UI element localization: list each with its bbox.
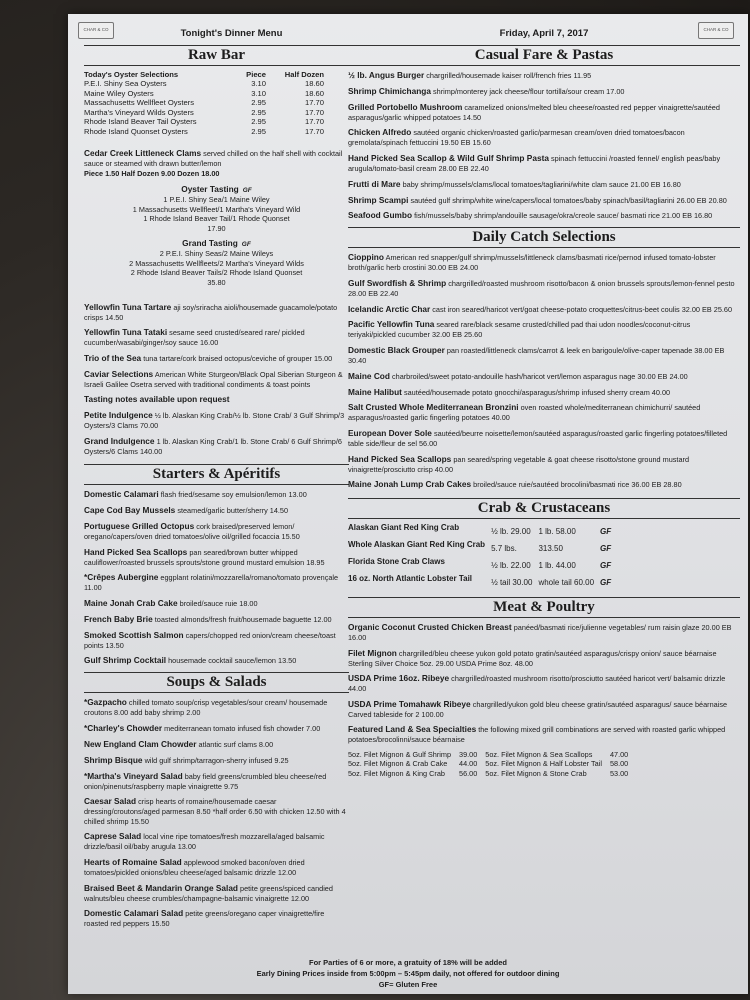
clams-item <box>84 148 349 178</box>
item-name: Maine Cod <box>348 370 390 381</box>
item-name: Yellowfin Tuna Tataki <box>84 327 168 338</box>
item-desc: baby shrimp/mussels/clams/local tomatoes/tagliarini/white clam sauce 21.00 EB 16.80 <box>402 179 681 189</box>
footer-early-dining: Early Dining Prices inside from 5:00pm – 5:45pm daily, not offered for outdoor dining <box>256 968 560 978</box>
meat-heading: Meat & Poultry <box>348 597 740 618</box>
land-sea-desc: the following mixed grill combinations are served with roasted garlic whipped potatoes/brocolinni/sauce béarnaise <box>348 725 726 745</box>
menu-item <box>348 699 740 720</box>
item-desc: mediterranean tomato infused fish chowder 7.00 <box>164 723 321 733</box>
oyster-name: P.E.I. Shiny Sea Oysters <box>84 79 167 89</box>
menu-item <box>84 655 349 666</box>
oyster-tasting-price: 17.90 <box>207 224 226 234</box>
item-desc: shrimp/monterey jack cheese/flour tortilla/sour cream 17.00 <box>433 86 625 96</box>
catch-items <box>348 252 740 490</box>
item-name: Frutti di Mare <box>348 178 401 189</box>
item-name: Shrimp Chimichanga <box>348 85 431 96</box>
crab-row <box>348 523 617 540</box>
menu-item <box>84 302 349 323</box>
item-name: *Charley's Chowder <box>84 722 163 733</box>
menu-item <box>348 479 740 490</box>
crab-price-1: 5.7 lbs. <box>491 544 517 554</box>
oyster-tasting-name: Oyster Tasting <box>181 183 239 194</box>
grand-tasting-line: 2 Massachusetts Wellfleets/2 Martha's Vineyard Wilds <box>129 258 304 268</box>
crab-price-2: 1 lb. 44.00 <box>538 561 576 571</box>
item-desc: spinach fettuccini /roasted fennel/ english peas/baby arugula/tomato-basil cream 28.00 EB 22.40 <box>348 154 721 173</box>
half-dozen-header: Half Dozen <box>284 70 324 79</box>
crab-name: Alaskan Giant Red King Crab <box>348 523 460 533</box>
item-name: Caprese Salad <box>84 831 142 842</box>
item-name: Yellowfin Tuna Tartare <box>84 301 172 312</box>
item-name: Shrimp Bisque <box>84 754 143 765</box>
item-desc: wild gulf shrimp/tarragon-sherry infused 9.25 <box>144 755 289 765</box>
crab-row <box>348 557 617 574</box>
menu-item <box>348 278 740 299</box>
menu-item <box>84 771 349 792</box>
item-desc: tuna tartare/cork braised octopus/ceviche of grouper 15.00 <box>143 353 333 363</box>
combo-a-price: 39.00 <box>459 749 478 759</box>
item-name: Caesar Salad <box>84 796 137 807</box>
item-desc: ½ lb. Alaskan King Crab/½ lb. Stone Crab/ 3 Gulf Shrimp/3 Oysters/3 Clams 70.00 <box>84 411 345 431</box>
combo-b-name: 5oz. Filet Mignon & Half Lobster Tail <box>485 759 602 769</box>
item-name: Grilled Portobello Mushroom <box>348 101 463 112</box>
menu-item <box>84 857 349 878</box>
menu-item <box>84 353 349 364</box>
clams-name: Cedar Creek Littleneck Clams <box>84 148 202 159</box>
menu-item <box>348 371 740 382</box>
item-desc: chargrilled/roasted mushroom risotto/prosciutto sautéed haricot vert/ balsamic drizzle 44.00 <box>348 674 726 694</box>
crab-heading: Crab & Crustaceans <box>348 498 740 519</box>
combo-b-price: 53.00 <box>609 768 629 778</box>
item-desc: American White Sturgeon/Black Opal Siberian Sturgeon & Israeli Galilee Osetra served with traditional condiments & toast points <box>84 369 343 389</box>
item-name: Braised Beet & Mandarin Orange Salad <box>84 882 238 893</box>
combo-b-name: 5oz. Filet Mignon & Stone Crab <box>485 768 587 778</box>
menu-item <box>84 598 349 609</box>
grand-tasting: Grand Tasting GF 2 P.E.I. Shiny Seas/2 Maine Wileys 2 Massachusetts Wellfleets/2 Martha's Vineyard Wilds 2 Rhode Island Beaver Tails/2 Rhode Island Quonset 35.80 <box>129 237 304 288</box>
item-name: USDA Prime Tomahawk Ribeye <box>348 698 471 709</box>
menu-item <box>84 489 349 500</box>
crab-price-2: 313.50 <box>538 544 563 554</box>
menu-item <box>348 86 740 97</box>
menu-item <box>84 831 349 852</box>
soup-items <box>84 697 349 928</box>
menu-item <box>84 908 349 929</box>
oyster-row <box>84 108 324 117</box>
oyster-tasting-line: 1 Rhode Island Beaver Tail/1 Rhode Quonset <box>143 214 290 224</box>
grand-tasting-line: 2 P.E.I. Shiny Seas/2 Maine Wileys <box>159 249 274 259</box>
item-desc: local vine ripe tomatoes/fresh mozzarella/aged balsamic drizzle/basil oil/baby arugula 13.00 <box>84 832 325 852</box>
item-desc: cast iron seared/haricot vert/goat cheese-potato croquettes/citrus-beet coulis 32.00 EB 25.60 <box>432 304 733 314</box>
oyster-name: Massachusetts Wellfleet Oysters <box>84 98 195 108</box>
casual-items <box>348 70 740 221</box>
menu-item <box>84 505 349 516</box>
menu-item <box>84 394 349 405</box>
menu-item <box>348 387 740 398</box>
item-desc: cork braised/preserved lemon/ oregano/capers/oven dried tomatoes/olive oil/grilled focaccia 15.50 <box>84 522 300 542</box>
item-desc: steamed/garlic butter/sherry 14.50 <box>177 506 289 516</box>
menu-item <box>348 153 740 174</box>
oyster-piece-price: 2.95 <box>251 107 266 117</box>
oyster-name: Maine Wiley Oysters <box>84 88 154 98</box>
crab-name: 16 oz. North Atlantic Lobster Tail <box>348 574 473 584</box>
footer-gf-note: GF= Gluten Free <box>378 979 438 989</box>
oyster-tasting-line: 1 P.E.I. Shiny Sea/1 Maine Wiley <box>163 195 270 205</box>
item-name: Hand Picked Sea Scallop & Wild Gulf Shrimp Pasta <box>348 153 549 163</box>
menu-item <box>348 210 740 221</box>
grand-tasting-line: 2 Rhode Island Beaver Tails/2 Rhode Island Quonset <box>130 268 303 278</box>
menu-item <box>348 648 740 669</box>
oyster-half-dozen-price: 17.70 <box>304 107 324 117</box>
menu-item <box>84 410 349 431</box>
item-name: Portuguese Grilled Octopus <box>84 521 195 532</box>
item-name: Domestic Calamari Salad <box>84 908 184 919</box>
grand-tasting-price: 35.80 <box>207 278 226 288</box>
raw-bar-items <box>84 302 349 457</box>
item-desc: petite greens/oregano caper vinaigrette/fire roasted red peppers 15.50 <box>84 909 325 929</box>
crab-price-1: ½ lb. 29.00 <box>491 527 531 537</box>
item-name: Petite Indulgence <box>84 410 153 421</box>
menu-item <box>348 454 740 475</box>
item-name: Organic Coconut Crusted Chicken Breast <box>348 622 512 633</box>
item-name: Maine Jonah Crab Cake <box>84 597 178 608</box>
oyster-half-dozen-price: 17.70 <box>304 98 324 108</box>
item-name: Cape Cod Bay Mussels <box>84 505 176 516</box>
item-desc: petite greens/spiced candied walnuts/bleu cheese crumbles/champagne-balsamic vinaigrette 12.00 <box>84 883 333 903</box>
menu-item <box>84 697 349 718</box>
catch-heading: Daily Catch Selections <box>348 227 740 248</box>
oyster-half-dozen-price: 17.70 <box>304 117 324 127</box>
item-desc: aji soy/sriracha aioli/housemade guacamole/potato crisps 14.50 <box>84 302 338 322</box>
item-desc: applewood smoked bacon/oven dried tomatoes/pickled onions/bleu cheese/aged balsamic drizzle 12.00 <box>84 858 305 877</box>
oyster-tasting-line: 1 Massachusetts Wellfleet/1 Martha's Vineyard Wild <box>132 204 301 214</box>
gf-badge: GF <box>600 527 612 537</box>
item-desc: sautéed organic chicken/roasted garlic/parmesan cream/oven dried tomatoes/bacon gremolata/spinach fettuccini 19.50 EB 15.60 <box>348 128 685 148</box>
gf-badge: GF <box>600 578 612 588</box>
menu-item <box>84 796 349 826</box>
item-name: Maine Jonah Lump Crab Cakes <box>348 479 472 490</box>
footer-gratuity: For Parties of 6 or more, a gratuity of 18% will be added <box>309 958 507 967</box>
item-desc: toasted almonds/fresh fruit/housemade baguette 12.00 <box>154 614 332 624</box>
casual-heading: Casual Fare & Pastas <box>348 45 740 66</box>
item-name: Seafood Gumbo <box>348 210 413 221</box>
piece-header: Piece <box>246 70 266 79</box>
menu-item <box>348 252 740 273</box>
item-desc: charbroiled/sweet potato-andouille hash/haricot vert/lemon asparagus nage 30.00 EB 24.00 <box>391 371 688 381</box>
menu-item <box>84 572 349 593</box>
item-desc: fish/mussels/baby shrimp/andouille sausage/okra/creole sauce/ basmati rice 21.00 EB 16.80 <box>414 211 713 221</box>
item-name: *Crêpes Aubergine <box>84 572 159 583</box>
item-desc: chargrilled/yukon gold bleu cheese gratin/sautéed asparagus/ sauce béarnaise Carved tableside for 2 100.00 <box>348 699 728 719</box>
item-desc: broiled/sauce ruie/sautéed brocolini/basmati rice 36.00 EB 28.80 <box>473 480 682 490</box>
menu-item <box>348 402 740 423</box>
starters-heading: Starters & Apéritifs <box>84 464 349 485</box>
combo-a-name: 5oz. Filet Mignon & Gulf Shrimp <box>348 749 452 759</box>
oyster-row <box>84 127 324 136</box>
oyster-name: Martha's Vineyard Wilds Oysters <box>84 107 194 117</box>
item-desc: housemade cocktail sauce/lemon 13.50 <box>168 656 297 666</box>
menu-item <box>84 723 349 734</box>
item-name: European Dover Sole <box>348 428 432 438</box>
menu-footer <box>68 958 748 991</box>
menu-item <box>348 127 740 148</box>
menu-item <box>84 369 349 390</box>
item-name: Gulf Swordfish & Shrimp <box>348 277 447 288</box>
item-desc: sautéed/beurre noisette/lemon/sautéed asparagus/roasted garlic fingerling potatoes/filleted table side/fleur de sel 56.00 <box>348 429 728 448</box>
item-name: Icelandic Arctic Char <box>348 303 431 314</box>
item-desc: panéed/basmati rice/julienne vegetables/ rum raisin glaze 20.00 EB 16.00 <box>348 623 732 642</box>
oyster-row <box>84 89 324 98</box>
item-desc: crisp hearts of romaine/housemade caesar dressing/croutons/aged parmesan 8.50 *half order 6.50 with chicken 12.50 with 4 chilled shrimp 15.50 <box>84 797 346 826</box>
menu-item <box>348 428 740 449</box>
oyster-half-dozen-price: 17.70 <box>304 126 324 136</box>
menu-item <box>348 622 740 643</box>
oyster-half-dozen-price: 18.60 <box>304 88 324 98</box>
menu-page <box>68 14 748 994</box>
item-name: French Baby Brie <box>84 613 153 624</box>
item-desc: chargrilled/bleu cheese yukon gold potato gratin/sautéed asparagus/crispy onion/ sauce béarnaise Sterling Silver Choice 5oz. 29.00 USDA Prime 8oz. 48.00 <box>348 648 717 668</box>
item-name: Maine Halibut <box>348 386 402 397</box>
item-desc: sautéed/housemade potato gnocchi/asparagus/shrimp infused sherry cream 40.00 <box>403 387 671 397</box>
combo-table <box>348 750 636 778</box>
gf-badge: GF <box>600 544 612 554</box>
combo-a-name: 5oz. Filet Mignon & Crab Cake <box>348 759 448 769</box>
combo-row <box>348 750 636 759</box>
combo-a-price: 44.00 <box>459 759 478 769</box>
crab-row <box>348 540 617 557</box>
clams-price: Piece 1.50 Half Dozen 9.00 Dozen 18.00 <box>84 168 220 178</box>
menu-date: Friday, April 7, 2017 <box>499 28 589 39</box>
item-desc: atlantic surf clams 8.00 <box>198 739 274 749</box>
menu-item <box>84 521 349 542</box>
oyster-piece-price: 3.10 <box>251 79 266 89</box>
item-name: Shrimp Scampi <box>348 194 409 205</box>
item-desc: seared rare/black sesame crusted/chilled pad thai udon noodles/coconut-citrus teriyaki/pickled cucumber 32.00 EB 25.60 <box>348 320 691 340</box>
restaurant-logo: CHAR & CO <box>78 22 114 39</box>
menu-item <box>84 327 349 348</box>
item-name: Hand Picked Sea Scallops <box>84 546 188 557</box>
grand-tasting-name: Grand Tasting <box>182 237 238 248</box>
oyster-piece-price: 2.95 <box>251 126 266 136</box>
crab-row <box>348 574 617 591</box>
clams-desc: served chilled on the half shell with cocktail sauce or steamed with drawn butter/lemon <box>84 149 343 169</box>
oyster-tasting: Oyster Tasting GF 1 P.E.I. Shiny Sea/1 Maine Wiley 1 Massachusetts Wellfleet/1 Martha's Vineyard Wild 1 Rhode Island Beaver Tail/1 Rhode Quonset 17.90 <box>132 183 301 234</box>
item-name: Domestic Calamari <box>84 489 159 500</box>
menu-title: Tonight's Dinner Menu <box>180 28 283 39</box>
item-name: Cioppino <box>348 252 384 263</box>
meat-items <box>348 622 740 719</box>
menu-item <box>84 739 349 750</box>
item-name: Domestic Black Grouper <box>348 345 445 355</box>
item-desc: American red snapper/gulf shrimp/mussels/littleneck clams/basmati rice/pernod infused tomato-lobster broth/garlic herb crostini 30.00 EB 24.00 <box>348 253 716 273</box>
oyster-half-dozen-price: 18.60 <box>304 79 324 89</box>
oyster-piece-price: 3.10 <box>251 88 266 98</box>
right-column <box>342 28 748 778</box>
item-desc: baby field greens/crumbled bleu cheese/red onion/pinenuts/raspberry maple vinaigrette 9.75 <box>84 771 327 791</box>
item-desc: sautéed gulf shrimp/white wine/capers/local tomatoes/baby spinach/basil/tagliarini 26.00 EB 20.80 <box>410 195 727 205</box>
combo-a-price: 56.00 <box>459 768 478 778</box>
menu-item <box>348 673 740 694</box>
item-name: Hand Picked Sea Scallops <box>348 453 452 464</box>
menu-item <box>348 102 740 123</box>
oyster-row <box>84 79 324 88</box>
oyster-row <box>84 98 324 107</box>
item-desc: pan roasted/littleneck clams/carrot & leek en barigoule/olive-caper tapenade 38.00 EB 30.40 <box>348 346 725 365</box>
item-name: Smoked Scottish Salmon <box>84 629 184 640</box>
crab-name: Florida Stone Crab Claws <box>348 557 445 567</box>
crab-name: Whole Alaskan Giant Red King Crab <box>348 540 486 550</box>
item-name: Trio of the Sea <box>84 352 142 363</box>
item-name: Tasting notes available upon request <box>84 394 230 405</box>
left-column <box>68 28 353 934</box>
menu-item <box>84 614 349 625</box>
item-desc: caramelized onions/melted bleu cheese/roasted red pepper vinaigrette/sautéed asparagus/garlic whipped potatoes 14.50 <box>348 102 720 122</box>
crab-table <box>348 523 617 591</box>
oyster-name: Rhode Island Beaver Tail Oysters <box>84 117 197 127</box>
item-name: New England Clam Chowder <box>84 738 197 749</box>
restaurant-logo-right: CHAR & CO <box>698 22 734 39</box>
item-name: Filet Mignon <box>348 647 397 658</box>
menu-item <box>348 345 740 366</box>
item-desc: broiled/sauce ruie 18.00 <box>179 598 258 608</box>
item-desc: eggplant rolatini/mozzarella/romano/tomato provençale 11.00 <box>84 573 339 593</box>
menu-item <box>348 70 740 81</box>
crab-price-1: ½ tail 30.00 <box>491 578 533 588</box>
combo-b-name: 5oz. Filet Mignon & Sea Scallops <box>485 749 593 759</box>
oyster-name: Rhode Island Quonset Oysters <box>84 126 188 136</box>
item-name: Gulf Shrimp Cocktail <box>84 655 167 666</box>
item-desc: pan seared/spring vegetable & goat cheese risotto/stone ground mustard vinaigrette/prosciutto crisp 40.00 <box>348 454 690 474</box>
combo-row <box>348 769 636 778</box>
raw-bar-heading: Raw Bar <box>84 45 349 66</box>
item-desc: chargrilled/housemade kaiser roll/french fries 11.95 <box>426 71 592 80</box>
menu-item <box>84 755 349 766</box>
menu-item <box>84 547 349 568</box>
combo-row <box>348 759 636 768</box>
item-desc: pan seared/brown butter whipped cauliflower/roasted brussels sprouts/stone ground mustard emulsion 18.95 <box>84 547 325 567</box>
menu-item <box>84 436 349 457</box>
menu-item <box>348 179 740 190</box>
item-desc: oven roasted whole/mediterranean chimichurri/ sautéed asparagus/roasted garlic fingerling potatoes 40.00 <box>348 403 701 423</box>
item-desc: flash fried/sesame soy emulsion/lemon 13.00 <box>160 490 307 500</box>
item-name: Grand Indulgence <box>84 435 155 446</box>
combo-b-price: 58.00 <box>609 759 629 769</box>
crab-price-2: whole tail 60.00 <box>538 578 595 588</box>
gf-badge: GF <box>600 561 612 571</box>
soups-heading: Soups & Salads <box>84 672 349 693</box>
land-sea-item <box>348 724 740 745</box>
menu-item <box>348 304 740 315</box>
item-name: *Gazpacho <box>84 697 127 708</box>
item-desc: capers/chopped red onion/cream cheese/toast points 13.50 <box>84 630 336 650</box>
menu-item <box>348 319 740 340</box>
land-sea-name: Featured Land & Sea Specialties <box>348 724 477 735</box>
item-desc: 1 lb. Alaskan King Crab/1 lb. Stone Crab/ 6 Gulf Shrimp/6 Oysters/6 Clams 140.00 <box>84 436 342 456</box>
combo-a-name: 5oz. Filet Mignon & King Crab <box>348 768 445 778</box>
item-name: Pacific Yellowfin Tuna <box>348 319 435 330</box>
menu-item <box>348 195 740 206</box>
item-desc: chilled tomato soup/crisp vegetables/sour cream/ housemade croutons 8.00 add baby shrimp 2.00 <box>84 698 328 718</box>
item-desc: sesame seed crusted/seared rare/ pickled cucumber/wasabi/ginger/soy sauce 16.00 <box>84 328 305 348</box>
menu-item <box>84 630 349 651</box>
item-name: USDA Prime 16oz. Ribeye <box>348 673 450 684</box>
item-name: Hearts of Romaine Salad <box>84 857 182 868</box>
oyster-heading: Today's Oyster Selections <box>84 70 179 79</box>
item-name: Caviar Selections <box>84 368 154 379</box>
starter-items <box>84 489 349 666</box>
crab-price-2: 1 lb. 58.00 <box>538 527 576 537</box>
menu-item <box>84 883 349 904</box>
item-name: *Martha's Vineyard Salad <box>84 770 183 781</box>
item-name: ½ lb. Angus Burger <box>348 70 425 80</box>
oyster-piece-price: 2.95 <box>251 98 266 108</box>
crab-price-1: ½ lb. 22.00 <box>491 561 531 571</box>
oyster-table <box>84 70 324 136</box>
oyster-row <box>84 117 324 126</box>
item-name: Salt Crusted Whole Mediterranean Bronzini <box>348 402 519 413</box>
combo-b-price: 47.00 <box>609 749 629 759</box>
item-desc: chargrilled/roasted mushroom risotto/bacon & onion brussels sprouts/lemon-fennel pesto 28.00 EB 22.40 <box>348 278 735 298</box>
item-name: Chicken Alfredo <box>348 127 412 138</box>
oyster-piece-price: 2.95 <box>251 117 266 127</box>
